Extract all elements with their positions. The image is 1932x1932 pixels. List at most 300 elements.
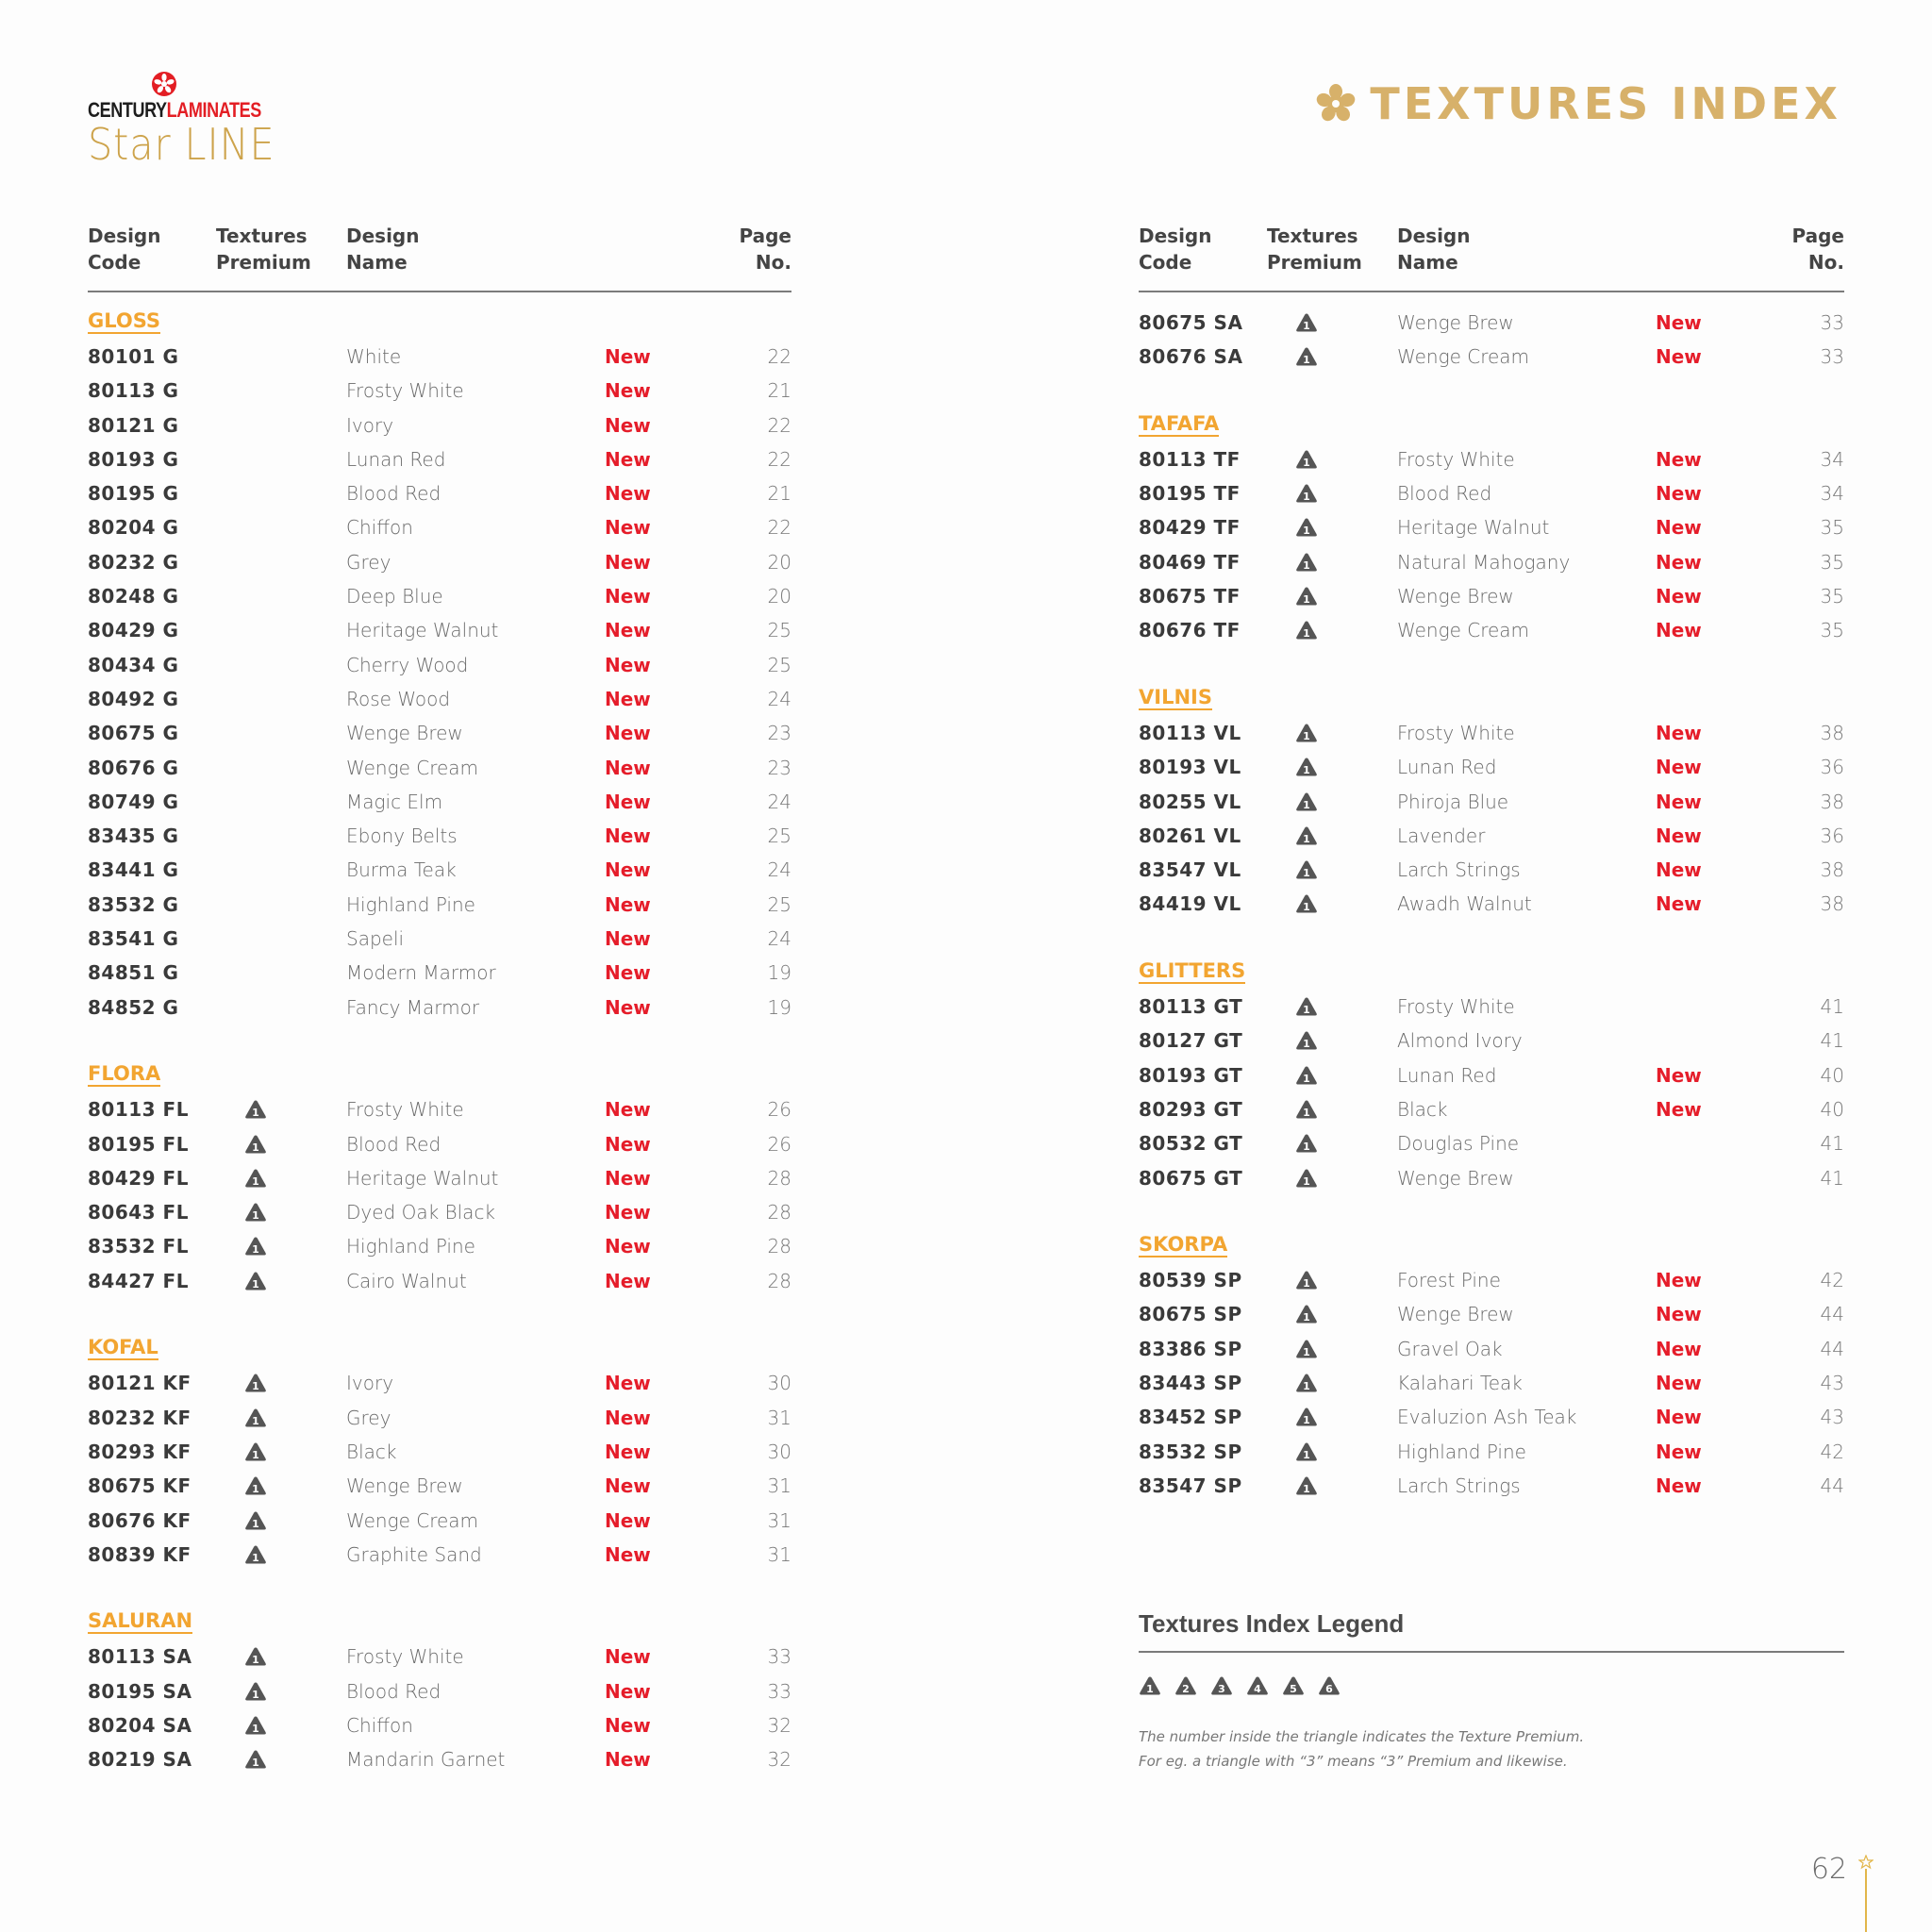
- new-badge: New: [605, 1645, 651, 1669]
- table-row: [88, 888, 791, 922]
- table-row: [1139, 306, 1844, 340]
- svg-text:1: 1: [252, 1141, 259, 1154]
- design-name: Frosty White: [1397, 447, 1515, 471]
- design-name: Grey: [346, 1406, 391, 1429]
- page-no: 35: [1820, 585, 1844, 608]
- table-row: [88, 991, 791, 1024]
- design-code: 80675 GT: [1139, 1166, 1243, 1190]
- page-no: 41: [1820, 1166, 1844, 1190]
- svg-text:1: 1: [252, 1551, 259, 1564]
- new-badge: New: [1656, 345, 1702, 369]
- new-badge: New: [605, 379, 651, 403]
- svg-text:1: 1: [252, 1174, 259, 1188]
- section-gap: [88, 1572, 791, 1606]
- new-badge: New: [605, 1201, 651, 1224]
- page-no: 22: [767, 516, 791, 540]
- svg-text:3: 3: [1218, 1683, 1225, 1695]
- design-code: 80261 VL: [1139, 824, 1241, 847]
- texture-premium-triangle-icon: [244, 1134, 267, 1155]
- table-row: [1139, 510, 1844, 544]
- design-code: 80643 FL: [88, 1201, 189, 1224]
- table-row: [1139, 990, 1844, 1024]
- design-code: 80204 SA: [88, 1713, 192, 1737]
- design-name: Frosty White: [1397, 721, 1515, 744]
- new-badge: New: [1656, 790, 1702, 813]
- design-name: Wenge Brew: [1397, 1166, 1514, 1190]
- new-badge: New: [605, 1372, 651, 1395]
- texture-premium-triangle-icon: [244, 1236, 267, 1257]
- page-no: 24: [767, 927, 791, 951]
- table-row: [88, 1708, 791, 1742]
- svg-text:1: 1: [1303, 867, 1310, 880]
- design-code: 80675 SP: [1139, 1303, 1242, 1326]
- new-badge: New: [605, 653, 651, 676]
- new-badge: New: [1656, 892, 1702, 916]
- legend-title: Textures Index Legend: [1139, 1609, 1405, 1638]
- section-gap: [88, 1024, 791, 1058]
- table-row: [1139, 1400, 1844, 1434]
- page-no: 33: [1820, 311, 1844, 334]
- svg-text:1: 1: [1303, 1174, 1310, 1188]
- texture-premium-triangle-icon: [1295, 723, 1318, 743]
- table-row: [88, 1640, 791, 1674]
- new-badge: New: [605, 892, 651, 916]
- page-no: 33: [767, 1645, 791, 1669]
- header-design-code: Design Code: [88, 225, 161, 274]
- texture-premium-triangle-icon: [244, 1749, 267, 1770]
- table-row: [88, 922, 791, 956]
- page-no: 40: [1820, 1063, 1844, 1087]
- texture-premium-triangle-icon: [1295, 859, 1318, 880]
- svg-text:1: 1: [252, 1209, 259, 1223]
- texture-premium-triangle-icon: [1295, 757, 1318, 777]
- page-no: 24: [767, 858, 791, 882]
- new-badge: New: [605, 1713, 651, 1737]
- design-code: 80675 KF: [88, 1474, 192, 1498]
- premium-5-triangle-icon: [1282, 1675, 1305, 1696]
- design-code: 80195 TF: [1139, 482, 1241, 506]
- svg-text:1: 1: [252, 1722, 259, 1735]
- section-title: SKORPA: [1139, 1233, 1228, 1257]
- new-badge: New: [605, 447, 651, 471]
- section-title: TAFAFA: [1139, 411, 1220, 435]
- design-name: Phiroja Blue: [1397, 790, 1509, 813]
- texture-premium-triangle-icon: [1295, 552, 1318, 573]
- new-badge: New: [605, 550, 651, 574]
- design-name: Chiffon: [346, 516, 413, 540]
- new-badge: New: [605, 756, 651, 779]
- design-code: 83547 VL: [1139, 858, 1241, 882]
- new-badge: New: [1656, 1474, 1702, 1497]
- design-name: Wenge Brew: [1397, 585, 1514, 608]
- design-code: 83435 G: [88, 824, 179, 848]
- design-code: 80676 KF: [88, 1508, 192, 1532]
- new-badge: New: [1656, 619, 1702, 642]
- svg-text:4: 4: [1254, 1683, 1261, 1695]
- design-name: Natural Mahogany: [1397, 550, 1571, 574]
- design-name: Highland Pine: [1397, 1440, 1526, 1463]
- page-no: 44: [1820, 1303, 1844, 1326]
- design-name: Black: [346, 1440, 397, 1463]
- table-row: [88, 1674, 791, 1708]
- svg-text:5: 5: [1290, 1683, 1297, 1695]
- design-code: 84851 G: [88, 961, 179, 985]
- texture-premium-triangle-icon: [1295, 312, 1318, 333]
- new-badge: New: [605, 858, 651, 882]
- design-code: 84427 FL: [88, 1269, 189, 1292]
- svg-text:1: 1: [252, 1448, 259, 1461]
- page-no: 38: [1820, 892, 1844, 916]
- table-row: [88, 1161, 791, 1195]
- svg-text:1: 1: [1303, 558, 1310, 572]
- new-badge: New: [605, 482, 651, 506]
- table-header: [88, 217, 791, 292]
- table-row: [1139, 887, 1844, 921]
- texture-premium-triangle-icon: [244, 1475, 267, 1496]
- design-code: 80429 G: [88, 619, 179, 642]
- table-row: [88, 1742, 791, 1776]
- page-no: 25: [767, 892, 791, 916]
- premium-1-triangle-icon: [1139, 1675, 1161, 1696]
- new-badge: New: [605, 413, 651, 437]
- design-code: 80195 FL: [88, 1132, 189, 1156]
- new-badge: New: [605, 1508, 651, 1532]
- svg-text:1: 1: [1303, 1380, 1310, 1393]
- design-code: 80193 VL: [1139, 756, 1241, 779]
- design-code: 80193 G: [88, 447, 179, 471]
- page-no: 33: [767, 1679, 791, 1703]
- new-badge: New: [605, 1679, 651, 1703]
- design-code: 80293 KF: [88, 1440, 192, 1463]
- design-code: 80232 G: [88, 550, 179, 574]
- svg-text:1: 1: [1303, 1141, 1310, 1154]
- page-no: 21: [767, 379, 791, 403]
- texture-premium-triangle-icon: [244, 1271, 267, 1291]
- design-code: 80675 SA: [1139, 311, 1243, 334]
- svg-text:1: 1: [252, 1654, 259, 1667]
- page-no: 44: [1820, 1474, 1844, 1497]
- design-name: Frosty White: [346, 1098, 464, 1122]
- page-no: 38: [1820, 790, 1844, 813]
- svg-text:1: 1: [1303, 901, 1310, 914]
- header-page-no: Page No.: [1791, 225, 1844, 274]
- design-name: Forest Pine: [1397, 1269, 1501, 1292]
- svg-text:2: 2: [1182, 1683, 1190, 1695]
- texture-premium-triangle-icon: [1295, 1407, 1318, 1427]
- svg-text:1: 1: [1146, 1683, 1154, 1695]
- table-row: [88, 716, 791, 750]
- svg-text:1: 1: [1303, 798, 1310, 811]
- texture-premium-triangle-icon: [1295, 1065, 1318, 1086]
- new-badge: New: [605, 824, 651, 848]
- design-name: Lavender: [1397, 824, 1486, 847]
- section-title: VILNIS: [1139, 685, 1212, 708]
- design-name: Larch Strings: [1397, 858, 1521, 882]
- page-number: 62: [1810, 1853, 1847, 1886]
- design-code: 80676 TF: [1139, 619, 1241, 642]
- page-no: 42: [1820, 1440, 1844, 1463]
- page-no: 26: [767, 1132, 791, 1156]
- table-row: [88, 408, 791, 442]
- design-code: 80532 GT: [1139, 1132, 1243, 1156]
- table-row: [88, 1401, 791, 1435]
- new-badge: New: [605, 619, 651, 642]
- design-code: 80195 SA: [88, 1679, 192, 1703]
- legend: [1139, 1609, 1844, 1774]
- design-name: Ivory: [346, 1372, 394, 1395]
- texture-premium-triangle-icon: [244, 1168, 267, 1189]
- premium-3-triangle-icon: [1210, 1675, 1233, 1696]
- design-code: 80195 G: [88, 482, 179, 506]
- design-name: Heritage Walnut: [1397, 516, 1550, 540]
- table-row: [1139, 340, 1844, 374]
- texture-premium-triangle-icon: [1295, 996, 1318, 1017]
- new-badge: New: [1656, 1406, 1702, 1429]
- new-badge: New: [605, 1440, 651, 1463]
- section-title: KOFAL: [88, 1336, 158, 1359]
- page-no: 20: [767, 585, 791, 608]
- table-row: [88, 1195, 791, 1229]
- design-name: Kalahari Teak: [1397, 1372, 1523, 1395]
- table-row: [88, 1127, 791, 1161]
- design-name: Wenge Brew: [1397, 1303, 1514, 1326]
- design-name: Magic Elm: [346, 790, 443, 813]
- page-no: 31: [767, 1542, 791, 1566]
- new-badge: New: [1656, 482, 1702, 506]
- table-row: [88, 1229, 791, 1263]
- page-no: 31: [767, 1406, 791, 1429]
- design-name: Graphite Sand: [346, 1542, 482, 1566]
- design-name: Cairo Walnut: [346, 1269, 467, 1292]
- texture-premium-triangle-icon: [1295, 1373, 1318, 1393]
- svg-text:1: 1: [1303, 729, 1310, 742]
- table-row: [88, 853, 791, 887]
- texture-premium-triangle-icon: [244, 1646, 267, 1667]
- section-gap: [1139, 1195, 1844, 1229]
- svg-text:1: 1: [1303, 1311, 1310, 1324]
- design-name: Larch Strings: [1397, 1474, 1521, 1497]
- page-no: 38: [1820, 721, 1844, 744]
- design-code: 84852 G: [88, 995, 179, 1019]
- texture-premium-triangle-icon: [1295, 483, 1318, 504]
- page-no: 30: [767, 1440, 791, 1463]
- design-code: 83532 G: [88, 892, 179, 916]
- header-textures-premium: Textures Premium: [1267, 225, 1362, 274]
- design-name: Deep Blue: [346, 585, 443, 608]
- design-code: 83547 SP: [1139, 1474, 1242, 1497]
- design-code: 80219 SA: [88, 1748, 192, 1772]
- new-badge: New: [1656, 1303, 1702, 1326]
- table-row: [88, 956, 791, 990]
- header-page-no: Page No.: [739, 225, 791, 274]
- design-code: 80121 KF: [88, 1372, 192, 1395]
- svg-text:1: 1: [1303, 1482, 1310, 1495]
- page-no: 25: [767, 619, 791, 642]
- texture-premium-triangle-icon: [1295, 517, 1318, 538]
- texture-premium-triangle-icon: [244, 1099, 267, 1120]
- table-row: [88, 785, 791, 819]
- design-name: Blood Red: [346, 482, 441, 506]
- texture-premium-triangle-icon: [1295, 586, 1318, 607]
- svg-text:1: 1: [252, 1688, 259, 1701]
- design-name: Wenge Cream: [346, 1508, 479, 1532]
- design-code: 80434 G: [88, 653, 179, 676]
- svg-text:1: 1: [1303, 593, 1310, 607]
- texture-premium-triangle-icon: [1295, 1270, 1318, 1291]
- design-code: 84419 VL: [1139, 892, 1241, 916]
- design-code: 83443 SP: [1139, 1372, 1242, 1395]
- page-no: 31: [767, 1508, 791, 1532]
- new-badge: New: [1656, 516, 1702, 540]
- design-code: 83532 SP: [1139, 1440, 1242, 1463]
- design-name: Black: [1397, 1097, 1448, 1121]
- design-name: Blood Red: [1397, 482, 1492, 506]
- design-name: Awadh Walnut: [1397, 892, 1532, 916]
- new-badge: New: [605, 345, 651, 368]
- svg-text:1: 1: [1303, 1004, 1310, 1017]
- new-badge: New: [1656, 1097, 1702, 1121]
- new-badge: New: [1656, 1440, 1702, 1463]
- table-row: [88, 1504, 791, 1538]
- page-title-block: [1315, 75, 1841, 132]
- svg-text:1: 1: [252, 1243, 259, 1257]
- table-row: [1139, 613, 1844, 647]
- page-no: 26: [767, 1098, 791, 1122]
- page-no: 23: [767, 756, 791, 779]
- brand-name: CENTURYLAMINATES: [88, 98, 261, 122]
- texture-premium-triangle-icon: [1295, 825, 1318, 846]
- table-row: [1139, 1332, 1844, 1366]
- page-no: 42: [1820, 1269, 1844, 1292]
- design-code: 80193 GT: [1139, 1063, 1243, 1087]
- design-code: 83452 SP: [1139, 1406, 1242, 1429]
- design-code: 80101 G: [88, 345, 179, 368]
- table-row: [1139, 442, 1844, 476]
- texture-premium-triangle-icon: [1295, 1304, 1318, 1324]
- design-name: Fancy Marmor: [346, 995, 480, 1019]
- table-row: [1139, 1435, 1844, 1469]
- design-code: 80675 TF: [1139, 585, 1241, 608]
- svg-text:1: 1: [252, 1757, 259, 1770]
- design-code: 80429 TF: [1139, 516, 1241, 540]
- design-code: 80127 GT: [1139, 1029, 1243, 1053]
- table-row: [88, 613, 791, 647]
- section-title: SALURAN: [88, 1609, 193, 1633]
- page-no: 43: [1820, 1372, 1844, 1395]
- table-row: [1139, 853, 1844, 887]
- design-code: 83532 FL: [88, 1235, 189, 1258]
- svg-text:1: 1: [1303, 832, 1310, 845]
- table-row: [1139, 1058, 1844, 1092]
- page-no: 35: [1820, 619, 1844, 642]
- header-design-name: Design Name: [346, 225, 420, 274]
- design-name: Burma Teak: [346, 858, 457, 882]
- design-name: Chiffon: [346, 1713, 413, 1737]
- table-row: [88, 442, 791, 476]
- table-row: [88, 340, 791, 374]
- design-code: 80121 G: [88, 413, 179, 437]
- page-no: 44: [1820, 1337, 1844, 1360]
- design-name: Lunan Red: [1397, 756, 1497, 779]
- index-column-right: [1139, 217, 1844, 1503]
- page-no: 22: [767, 447, 791, 471]
- page-no: 32: [767, 1748, 791, 1772]
- design-code: 80204 G: [88, 516, 179, 540]
- new-badge: New: [1656, 311, 1702, 334]
- svg-text:1: 1: [1303, 1106, 1310, 1119]
- table-row: [88, 510, 791, 544]
- design-code: 80676 G: [88, 756, 179, 779]
- new-badge: New: [605, 1166, 651, 1190]
- table-row: [1139, 545, 1844, 579]
- page-no: 28: [767, 1201, 791, 1224]
- new-badge: New: [605, 790, 651, 813]
- design-code: 83386 SP: [1139, 1337, 1242, 1360]
- design-code: 80113 VL: [1139, 721, 1241, 744]
- design-code: 80113 GT: [1139, 995, 1243, 1019]
- design-name: Almond Ivory: [1397, 1029, 1523, 1053]
- texture-premium-triangle-icon: [244, 1373, 267, 1393]
- section-title: GLITTERS: [1139, 959, 1246, 983]
- texture-premium-triangle-icon: [1295, 1441, 1318, 1462]
- svg-text:1: 1: [1303, 1414, 1310, 1427]
- svg-text:1: 1: [1303, 320, 1310, 332]
- new-badge: New: [605, 1132, 651, 1156]
- svg-text:1: 1: [1303, 1345, 1310, 1358]
- table-row: [88, 545, 791, 579]
- design-code: 83541 G: [88, 927, 179, 951]
- page-title: TEXTURES INDEX: [1370, 78, 1841, 129]
- page-no: 22: [767, 413, 791, 437]
- svg-text:1: 1: [1303, 456, 1310, 469]
- svg-text:1: 1: [1303, 1072, 1310, 1085]
- texture-premium-triangle-icon: [1295, 893, 1318, 914]
- svg-text:1: 1: [252, 1380, 259, 1393]
- page-no: 24: [767, 790, 791, 813]
- page-no: 36: [1820, 824, 1844, 847]
- legend-divider: [1139, 1651, 1844, 1653]
- design-name: Sapeli: [346, 927, 405, 951]
- design-code: 80293 GT: [1139, 1097, 1243, 1121]
- new-badge: New: [1656, 721, 1702, 744]
- century-laminates-logo: [88, 70, 275, 174]
- new-badge: New: [605, 1098, 651, 1122]
- design-code: 80749 G: [88, 790, 179, 813]
- new-badge: New: [605, 927, 651, 951]
- table-row: [1139, 785, 1844, 819]
- new-badge: New: [1656, 1063, 1702, 1087]
- page-no: 25: [767, 824, 791, 848]
- design-name: Blood Red: [346, 1679, 441, 1703]
- design-name: Highland Pine: [346, 892, 475, 916]
- svg-text:1: 1: [252, 1107, 259, 1120]
- table-row: [1139, 750, 1844, 784]
- page-no: 43: [1820, 1406, 1844, 1429]
- design-code: 80232 KF: [88, 1406, 192, 1429]
- svg-text:1: 1: [1303, 354, 1310, 367]
- page-no: 21: [767, 482, 791, 506]
- header-design-code: Design Code: [1139, 225, 1212, 274]
- premium-4-triangle-icon: [1246, 1675, 1269, 1696]
- section-gap: [1139, 922, 1844, 956]
- table-row: [1139, 1263, 1844, 1297]
- page-no: 30: [767, 1372, 791, 1395]
- texture-premium-triangle-icon: [1295, 1030, 1318, 1051]
- design-code: 80492 G: [88, 687, 179, 710]
- design-code: 80113 G: [88, 379, 179, 403]
- svg-text:1: 1: [252, 1483, 259, 1496]
- index-table-body: [1139, 292, 1844, 1503]
